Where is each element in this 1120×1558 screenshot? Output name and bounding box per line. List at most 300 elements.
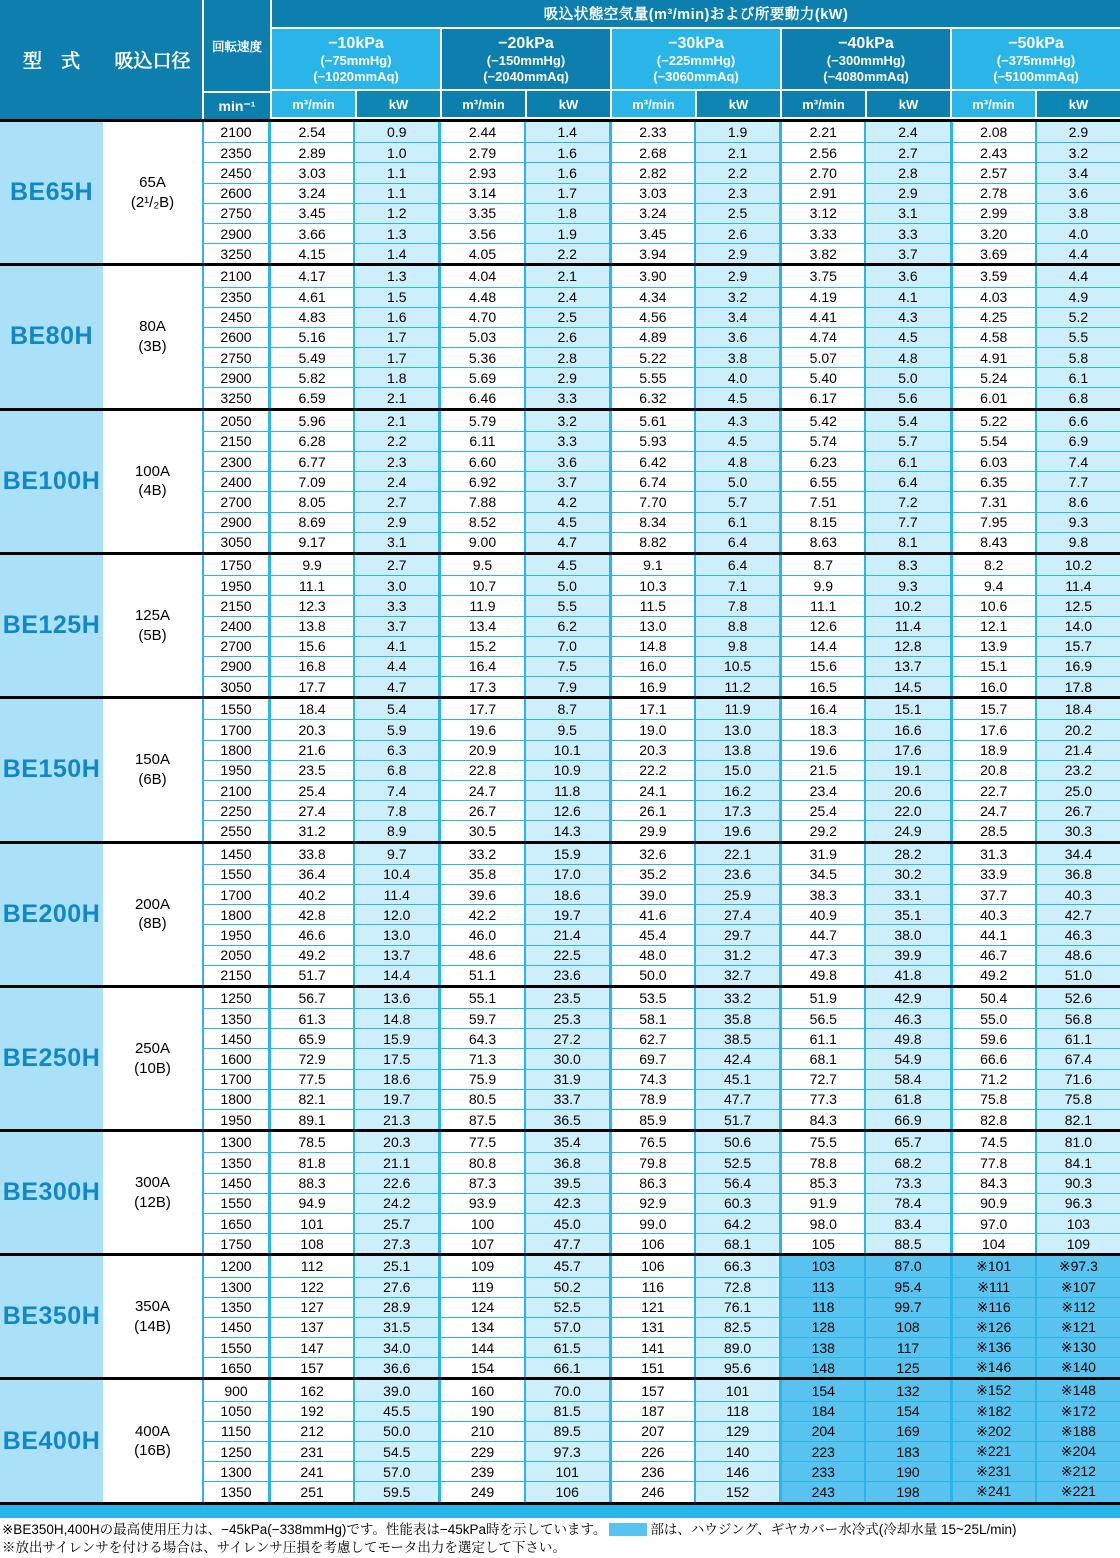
value-cell: 49.8 (864, 1028, 949, 1048)
value-cell: 42.9 (864, 988, 949, 1008)
value-cell: 61.1 (1035, 1028, 1120, 1048)
value-cell: 49.8 (779, 965, 864, 985)
pressure-kpa-label: −30kPa (668, 34, 724, 52)
bore-size-line: (12B) (134, 1193, 171, 1211)
value-cell: 6.3 (353, 740, 438, 760)
value-cell: 4.2 (524, 491, 609, 511)
value-cell: 226 (609, 1441, 694, 1461)
value-cell: 14.8 (353, 1008, 438, 1028)
speed-cell: 1250 (202, 988, 268, 1008)
speed-cell: 2050 (202, 411, 268, 431)
value-cell: 41.8 (864, 965, 949, 985)
model-name: BE125H (0, 555, 103, 696)
value-cell: 87.3 (438, 1173, 523, 1193)
value-cell: 49.2 (950, 965, 1035, 985)
value-cell: 2.8 (864, 162, 949, 182)
value-cell: 48.6 (1035, 945, 1120, 965)
value-cell: 24.7 (438, 780, 523, 800)
value-cell: 74.5 (950, 1132, 1035, 1152)
value-cell: 2.70 (779, 162, 864, 182)
value-cell: 46.7 (950, 945, 1035, 965)
value-cell: 5.4 (864, 411, 949, 431)
value-cell: 75.9 (438, 1069, 523, 1089)
value-cell: 8.6 (1035, 491, 1120, 511)
value-cell: 2.68 (609, 142, 694, 162)
value-cell: 31.2 (694, 945, 779, 965)
value-cell: ※97.3 (1035, 1256, 1120, 1276)
value-cell: 19.6 (694, 820, 779, 840)
value-cell: 14.3 (524, 820, 609, 840)
value-cell: 7.51 (779, 491, 864, 511)
value-cell: 29.7 (694, 924, 779, 944)
value-cell: 15.1 (950, 656, 1035, 676)
value-cell: 51.0 (1035, 965, 1120, 985)
model-group (0, 1377, 1120, 1501)
value-cell: 2.21 (779, 122, 864, 142)
value-cell: 47.3 (779, 945, 864, 965)
value-cell: 4.4 (1035, 266, 1120, 286)
value-cell: 3.33 (779, 223, 864, 243)
value-cell: 106 (609, 1233, 694, 1253)
value-cell: 2.08 (950, 122, 1035, 142)
value-cell: 1.0 (353, 142, 438, 162)
value-cell: 16.4 (779, 699, 864, 719)
value-cell: 20.3 (353, 1132, 438, 1152)
value-cell: 3.03 (609, 183, 694, 203)
pressure-column-header (442, 29, 610, 89)
value-cell: 1.5 (353, 287, 438, 307)
speed-cell: 1450 (202, 1028, 268, 1048)
value-cell: 19.6 (438, 719, 523, 739)
value-cell: 6.74 (609, 471, 694, 491)
value-cell: 4.15 (268, 243, 353, 263)
value-cell: 129 (694, 1421, 779, 1441)
value-cell: 44.1 (950, 924, 1035, 944)
value-cell: 45.0 (524, 1213, 609, 1233)
value-cell: 34.4 (1035, 844, 1120, 864)
value-cell: 4.4 (353, 656, 438, 676)
model-name: BE300H (0, 1132, 103, 1253)
value-cell: 46.6 (268, 924, 353, 944)
value-cell: 81.0 (1035, 1132, 1120, 1152)
value-cell: 9.5 (524, 719, 609, 739)
bore-size-line: 300A (134, 1174, 171, 1192)
value-cell: 39.5 (524, 1173, 609, 1193)
value-cell: 5.55 (609, 367, 694, 387)
value-cell: 42.4 (694, 1048, 779, 1068)
value-cell: 5.54 (950, 431, 1035, 451)
value-cell: 30.3 (1035, 820, 1120, 840)
value-cell: 4.58 (950, 327, 1035, 347)
value-cell: 6.1 (1035, 367, 1120, 387)
value-cell: 5.7 (864, 431, 949, 451)
value-cell: 66.1 (524, 1357, 609, 1377)
value-cell: 72.8 (694, 1277, 779, 1297)
value-cell: 4.5 (524, 512, 609, 532)
value-cell: 9.3 (864, 575, 949, 595)
speed-cell: 2700 (202, 491, 268, 511)
value-cell: ※112 (1035, 1297, 1120, 1317)
value-cell: 118 (694, 1401, 779, 1421)
value-cell: 44.7 (779, 924, 864, 944)
speed-cell: 1200 (202, 1256, 268, 1276)
value-cell: 11.1 (779, 595, 864, 615)
value-cell: 17.0 (524, 864, 609, 884)
value-cell: 4.9 (1035, 287, 1120, 307)
value-cell: 15.9 (524, 844, 609, 864)
model-bore-header (0, 0, 202, 119)
value-cell: 134 (438, 1317, 523, 1337)
value-cell: 151 (609, 1357, 694, 1377)
value-cell: 21.5 (779, 760, 864, 780)
value-cell: 69.7 (609, 1048, 694, 1068)
value-cell: 223 (779, 1441, 864, 1461)
value-cell: 6.1 (694, 512, 779, 532)
speed-cell: 1950 (202, 760, 268, 780)
value-cell: 42.2 (438, 904, 523, 924)
value-cell: 5.7 (694, 491, 779, 511)
model-name: BE250H (0, 988, 103, 1129)
pressure-row (272, 29, 1120, 89)
bore-size-line: 125A (134, 607, 171, 625)
value-cell: 162 (268, 1380, 353, 1400)
value-cell: 1.7 (353, 347, 438, 367)
value-cell: 5.0 (694, 471, 779, 491)
value-cell: 84.1 (1035, 1152, 1120, 1172)
value-cell: ※172 (1035, 1401, 1120, 1421)
value-cell: 15.1 (864, 699, 949, 719)
value-cell: 3.45 (609, 223, 694, 243)
footnote-line-1 (2, 1521, 1118, 1540)
speed-cell: 1650 (202, 1213, 268, 1233)
speed-cell: 2600 (202, 327, 268, 347)
value-cell: 2.1 (353, 411, 438, 431)
value-cell: 16.6 (864, 719, 949, 739)
value-cell: 236 (609, 1461, 694, 1481)
value-cell: 27.3 (353, 1233, 438, 1253)
value-cell: 9.4 (950, 575, 1035, 595)
value-cell: 5.79 (438, 411, 523, 431)
pressure-column-header (612, 29, 780, 89)
value-cell: 4.89 (609, 327, 694, 347)
value-cell: 58.1 (609, 1008, 694, 1028)
value-cell: 3.6 (694, 327, 779, 347)
value-cell: 2.89 (268, 142, 353, 162)
speed-cell: 3250 (202, 243, 268, 263)
power-unit-header: kW (1037, 91, 1120, 117)
value-cell: 6.11 (438, 431, 523, 451)
value-cell: 22.5 (524, 945, 609, 965)
value-cell: 33.9 (950, 864, 1035, 884)
value-cell: 17.5 (353, 1048, 438, 1068)
value-cell: 25.4 (779, 800, 864, 820)
value-cell: 62.7 (609, 1028, 694, 1048)
value-cell: 75.8 (1035, 1089, 1120, 1109)
value-cell: 187 (609, 1401, 694, 1421)
value-cell: 4.5 (694, 431, 779, 451)
value-cell: 54.5 (353, 1441, 438, 1461)
value-cell: 113 (779, 1277, 864, 1297)
value-cell: 51.7 (694, 1109, 779, 1129)
value-cell: 5.16 (268, 327, 353, 347)
pressure-kpa-label: −40kPa (838, 34, 894, 52)
value-cell: 108 (268, 1233, 353, 1253)
value-cell: 121 (609, 1297, 694, 1317)
value-cell: 249 (438, 1481, 523, 1501)
value-cell: 6.4 (864, 471, 949, 491)
speed-cell: 1950 (202, 575, 268, 595)
value-cell: 50.6 (694, 1132, 779, 1152)
value-cell: 20.6 (864, 780, 949, 800)
value-cell: 78.9 (609, 1089, 694, 1109)
value-cell: 138 (779, 1337, 864, 1357)
value-cell: 77.5 (268, 1069, 353, 1089)
speed-cell: 1450 (202, 1173, 268, 1193)
value-cell: 75.5 (779, 1132, 864, 1152)
value-cell: 3.1 (353, 532, 438, 552)
value-cell: 94.9 (268, 1193, 353, 1213)
pressure-kpa-label: −50kPa (1008, 34, 1064, 52)
value-cell: 46.3 (1035, 924, 1120, 944)
value-cell: 22.1 (694, 844, 779, 864)
value-cell: 59.6 (950, 1028, 1035, 1048)
value-cell: 119 (438, 1277, 523, 1297)
value-cell: 15.7 (1035, 636, 1120, 656)
value-cell: 1.6 (524, 162, 609, 182)
value-cell: 3.0 (353, 575, 438, 595)
value-cell: 4.48 (438, 287, 523, 307)
model-group (0, 552, 1120, 696)
bore-size-line: (5B) (138, 626, 167, 644)
value-cell: 152 (694, 1481, 779, 1501)
speed-cell: 1300 (202, 1132, 268, 1152)
value-cell: 5.2 (1035, 307, 1120, 327)
data-header (272, 0, 1120, 119)
value-cell: 6.23 (779, 451, 864, 471)
value-cell: 23.2 (1035, 760, 1120, 780)
value-cell: 73.3 (864, 1173, 949, 1193)
value-cell: 72.7 (779, 1069, 864, 1089)
power-unit-header: kW (697, 91, 780, 117)
value-cell: 18.4 (1035, 699, 1120, 719)
value-cell: 5.36 (438, 347, 523, 367)
value-cell: 4.61 (268, 287, 353, 307)
value-cell: 35.1 (864, 904, 949, 924)
bore-size (103, 699, 202, 840)
value-cell: 137 (268, 1317, 353, 1337)
bore-size-line: 65A (139, 174, 166, 192)
value-cell: 38.5 (694, 1028, 779, 1048)
value-cell: 12.0 (353, 904, 438, 924)
value-cell: 3.6 (524, 451, 609, 471)
value-cell: 210 (438, 1421, 523, 1441)
value-cell: 6.32 (609, 387, 694, 407)
value-cell: 2.2 (694, 162, 779, 182)
value-cell: 4.3 (864, 307, 949, 327)
value-cell: 5.03 (438, 327, 523, 347)
value-cell: 99.0 (609, 1213, 694, 1233)
value-cell: 33.7 (524, 1089, 609, 1109)
value-cell: 106 (524, 1481, 609, 1501)
value-cell: ※152 (950, 1380, 1035, 1400)
value-cell: 10.6 (950, 595, 1035, 615)
value-cell: 3.2 (1035, 142, 1120, 162)
value-cell: 131 (609, 1317, 694, 1337)
value-cell: 76.1 (694, 1297, 779, 1317)
value-cell: 98.0 (779, 1213, 864, 1233)
value-cell: 5.93 (609, 431, 694, 451)
pressure-mmaq-label: (−5100mmAq) (993, 68, 1079, 84)
model-group (0, 841, 1120, 985)
value-cell: 3.8 (1035, 203, 1120, 223)
value-cell: ※221 (950, 1441, 1035, 1461)
value-cell: 9.7 (353, 844, 438, 864)
value-cell: 33.1 (864, 884, 949, 904)
value-cell: 59.5 (353, 1481, 438, 1501)
value-cell: 12.6 (779, 616, 864, 636)
value-cell: 1.6 (524, 142, 609, 162)
value-cell: 20.3 (609, 740, 694, 760)
value-cell: 65.9 (268, 1028, 353, 1048)
model-name: BE100H (0, 411, 103, 552)
value-cell: 23.5 (268, 760, 353, 780)
value-cell: 23.4 (779, 780, 864, 800)
value-cell: ※121 (1035, 1317, 1120, 1337)
value-cell: 7.2 (864, 491, 949, 511)
value-cell: 15.2 (438, 636, 523, 656)
value-cell: 13.8 (268, 616, 353, 636)
speed-cell: 1550 (202, 1337, 268, 1357)
value-cell: 5.96 (268, 411, 353, 431)
value-cell: 42.7 (1035, 904, 1120, 924)
value-cell: 6.4 (694, 532, 779, 552)
value-cell: 7.4 (353, 780, 438, 800)
value-cell: 21.4 (1035, 740, 1120, 760)
bore-size (103, 555, 202, 696)
speed-cell: 3050 (202, 532, 268, 552)
value-cell: 6.46 (438, 387, 523, 407)
value-cell: 95.6 (694, 1357, 779, 1377)
value-cell: 10.5 (694, 656, 779, 676)
value-cell: ※231 (950, 1461, 1035, 1481)
speed-cell: 2550 (202, 820, 268, 840)
speed-header-column (204, 0, 270, 119)
value-cell: 14.4 (779, 636, 864, 656)
value-cell: 4.83 (268, 307, 353, 327)
value-cell: 4.8 (864, 347, 949, 367)
flow-unit-header: m³/min (272, 91, 355, 117)
value-cell: 70.0 (524, 1380, 609, 1400)
table-header (0, 0, 1120, 119)
bore-size-line: 200A (134, 895, 171, 913)
value-cell: 2.5 (524, 307, 609, 327)
value-cell: 198 (864, 1481, 949, 1501)
value-cell: 15.0 (694, 760, 779, 780)
value-cell: 4.34 (609, 287, 694, 307)
value-cell: 80.8 (438, 1152, 523, 1172)
value-cell: 148 (779, 1357, 864, 1377)
value-cell: 86.3 (609, 1173, 694, 1193)
pressure-kpa-label: −20kPa (498, 34, 554, 52)
value-cell: 12.6 (524, 800, 609, 820)
value-cell: 24.2 (353, 1193, 438, 1213)
value-cell: 34.5 (779, 864, 864, 884)
pressure-mmaq-label: (−1020mmAq) (313, 68, 399, 84)
value-cell: ※136 (950, 1337, 1035, 1357)
value-cell: 52.6 (1035, 988, 1120, 1008)
bore-size-line: (8B) (138, 915, 167, 933)
value-cell: 61.5 (524, 1337, 609, 1357)
value-cell: 61.1 (779, 1028, 864, 1048)
value-cell: 2.4 (524, 287, 609, 307)
value-cell: 45.5 (353, 1401, 438, 1421)
value-cell: 9.00 (438, 532, 523, 552)
value-cell: 101 (694, 1380, 779, 1400)
value-cell: 19.6 (779, 740, 864, 760)
power-unit-header: kW (527, 91, 610, 117)
value-cell: 31.9 (779, 844, 864, 864)
value-cell: 5.0 (524, 575, 609, 595)
value-cell: 93.9 (438, 1193, 523, 1213)
value-cell: 22.2 (609, 760, 694, 780)
value-cell: 105 (779, 1233, 864, 1253)
value-cell: 10.9 (524, 760, 609, 780)
value-cell: 2.2 (353, 431, 438, 451)
speed-cell: 1600 (202, 1048, 268, 1068)
value-cell: 78.8 (779, 1152, 864, 1172)
value-cell: 243 (779, 1481, 864, 1501)
value-cell: 239 (438, 1461, 523, 1481)
value-cell: 2.7 (353, 491, 438, 511)
value-cell: 21.6 (268, 740, 353, 760)
value-cell: 3.20 (950, 223, 1035, 243)
pressure-mmhg-label: (−225mmHg) (656, 53, 736, 68)
speed-cell: 2600 (202, 183, 268, 203)
value-cell: 61.3 (268, 1008, 353, 1028)
value-cell: 7.31 (950, 491, 1035, 511)
value-cell: 3.6 (864, 266, 949, 286)
value-cell: 13.7 (353, 945, 438, 965)
speed-cell: 2900 (202, 512, 268, 532)
bore-header-label: 吸込口径 (114, 51, 191, 72)
value-cell: 68.2 (864, 1152, 949, 1172)
value-cell: 4.0 (1035, 223, 1120, 243)
power-unit-header: kW (867, 91, 950, 117)
flow-unit-header: m³/min (612, 91, 695, 117)
value-cell: 8.43 (950, 532, 1035, 552)
value-cell: 51.1 (438, 965, 523, 985)
value-cell: 2.9 (864, 183, 949, 203)
value-cell: 56.7 (268, 988, 353, 1008)
value-cell: 2.5 (694, 203, 779, 223)
value-cell: ※101 (950, 1256, 1035, 1276)
value-cell: 4.05 (438, 243, 523, 263)
value-cell: 35.8 (694, 1008, 779, 1028)
value-cell: 128 (779, 1317, 864, 1337)
value-cell: 3.3 (353, 595, 438, 615)
value-cell: 19.7 (524, 904, 609, 924)
value-cell: 87.5 (438, 1109, 523, 1129)
value-cell: 1.9 (524, 223, 609, 243)
value-cell: 4.91 (950, 347, 1035, 367)
value-cell: 11.5 (609, 595, 694, 615)
value-cell: 147 (268, 1337, 353, 1357)
value-cell: 90.9 (950, 1193, 1035, 1213)
value-cell: 13.0 (353, 924, 438, 944)
value-cell: 71.6 (1035, 1069, 1120, 1089)
speed-cell: 2150 (202, 965, 268, 985)
bore-size (103, 122, 202, 263)
